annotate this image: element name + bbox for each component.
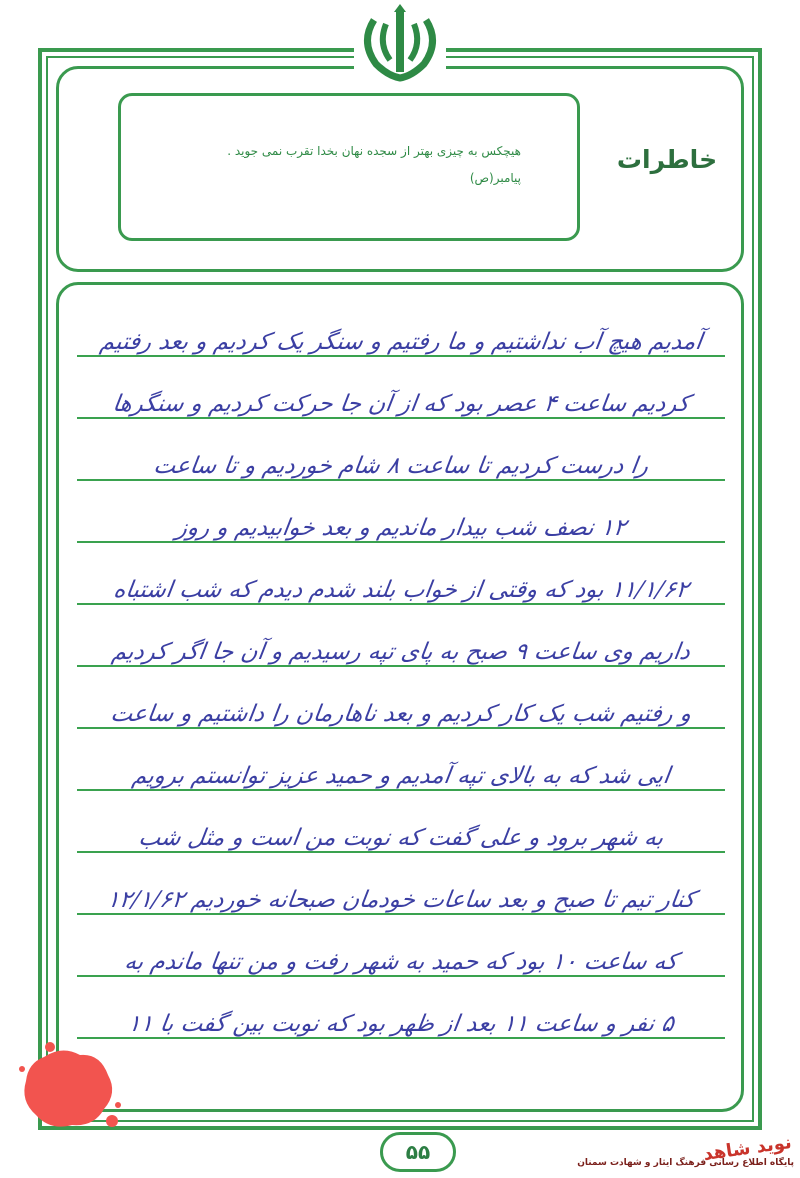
note-line <box>67 555 735 615</box>
note-line <box>67 679 735 739</box>
watermark-caption: پایگاه اطلاع رسانی فرهنگ ایثار و شهادت سمنان <box>577 1158 794 1168</box>
handwritten-text: کنار تیم تا صبح و بعد ساعات خودمان صبحانه خوردیم ۱۲/۱/۶۲ <box>105 887 697 913</box>
handwritten-text: را درست کردیم تا ساعت ۸ شام خوردیم و تا ساعت <box>151 453 651 479</box>
page-number: ۵۵ <box>380 1132 456 1172</box>
handwritten-text: و رفتیم شب یک کار کردیم و بعد ناهارمان را داشتیم و ساعت <box>108 701 694 727</box>
ink-blot-icon <box>14 1035 124 1135</box>
handwritten-notes-panel <box>56 282 744 1112</box>
handwritten-text: ایی شد که به بالای تپه آمدیم و حمید عزیز توانستم برویم <box>130 763 672 789</box>
note-line <box>67 369 735 429</box>
handwritten-text: آمدیم هیچ آب نداشتیم و ما رفتیم و سنگر یک کردیم و بعد رفتیم <box>98 329 704 355</box>
handwritten-text: به شهر برود و علی گفت که نوبت من است و مثل شب <box>136 825 666 851</box>
handwritten-text: که ساعت ۱۰ بود که حمید به شهر رفت و من تنها ماندم به <box>122 949 680 975</box>
note-line <box>67 803 735 863</box>
handwritten-text: داریم وی ساعت ۹ صبح به پای تپه رسیدیم و آن جا اگر کردیم <box>110 639 692 665</box>
quote-box <box>118 93 580 241</box>
note-line <box>67 741 735 801</box>
note-line <box>67 865 735 925</box>
note-line <box>67 493 735 553</box>
handwritten-text: کردیم ساعت ۴ عصر بود که از آن جا حرکت کردیم و سنگرها <box>111 391 691 417</box>
note-line <box>67 927 735 987</box>
section-title: خاطرات <box>616 145 718 174</box>
note-line <box>67 989 735 1049</box>
watermark <box>577 1131 794 1174</box>
handwritten-text: ۱۱/۱/۶۲ بود که وقتی از خواب بلند شدم دیدم که شب اشتباه <box>111 577 691 603</box>
note-line <box>67 307 735 367</box>
handwritten-text: ۱۲ نصف شب بیدار ماندیم و بعد خوابیدیم و روز <box>174 515 628 541</box>
hadith-quote: هیچکس به چیزی بهتر از سجده نهان بخدا تقرب نمی جوید . <box>227 144 521 158</box>
note-line <box>67 617 735 677</box>
iran-emblem-icon <box>354 2 446 82</box>
watermark-brand: نوید شاهد <box>702 1131 794 1166</box>
note-line <box>67 431 735 491</box>
handwritten-text: ۵ نفر و ساعت ۱۱ بعد از ظهر بود که نوبت بین گفت با ۱۱ <box>126 1011 676 1037</box>
hadith-source: پیامبر(ص) <box>469 171 521 185</box>
